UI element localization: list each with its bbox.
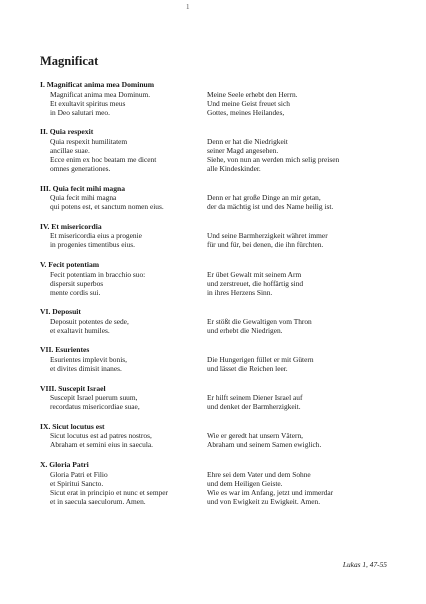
- latin-line: omnes generationes.: [50, 164, 111, 174]
- section: [40, 345, 390, 373]
- german-column: [207, 431, 390, 449]
- latin-line: Abraham et semini eius in saecula.: [50, 440, 154, 450]
- section: [40, 384, 390, 412]
- section-heading: I. Magnificat anima mea Dominum: [40, 80, 155, 89]
- german-line: Und seine Barmherzigkeit währet immer: [207, 231, 328, 241]
- german-line: und von Ewigkeit zu Ewigkeit. Amen.: [207, 496, 321, 506]
- latin-line: Et misericordia eius a progenie: [50, 231, 142, 241]
- latin-line: Gloria Patri et Filio: [50, 469, 108, 479]
- section-heading: X. Gloria Patri: [40, 459, 89, 469]
- german-line: Ehre sei dem Vater und dem Sohne: [207, 469, 311, 479]
- german-line: Denn er hat große Dinge an mir getan,: [207, 193, 321, 203]
- latin-line: Suscepit Israel puerum suum,: [50, 393, 138, 403]
- latin-line: Magnificat anima mea Dominum.: [50, 89, 151, 99]
- latin-line: ancillae suae.: [50, 145, 90, 155]
- german-line: und denket der Barmherzigkeit.: [207, 402, 301, 412]
- german-column: [207, 193, 390, 211]
- german-line: Und meine Geist freuet sich: [207, 98, 290, 108]
- section: [40, 80, 390, 117]
- latin-line: dispersit superbos: [50, 278, 104, 288]
- section-body: [40, 137, 390, 173]
- section-body: [40, 90, 390, 117]
- german-column: [207, 470, 390, 506]
- german-line: und erhebt die Niedrigen.: [207, 325, 283, 335]
- section-heading: VIII. Suscepit Israel: [40, 383, 106, 393]
- latin-line: et Spiritui Sancto.: [50, 478, 104, 488]
- german-line: und dem Heiligen Geiste.: [207, 478, 283, 488]
- page-title: Magnificat: [40, 54, 99, 68]
- section-heading: V. Fecit potentiam: [40, 259, 100, 269]
- latin-line: Fecit potentiam in bracchio suo:: [50, 269, 146, 279]
- latin-line: Sicut erat in principio et nunc et semper: [50, 487, 169, 497]
- section: [40, 222, 390, 250]
- latin-line: Deposuit potentes de sede,: [50, 316, 129, 326]
- section-heading: IX. Sicut locutus est: [40, 421, 105, 431]
- latin-line: in progenies timentibus eius.: [50, 240, 135, 250]
- german-line: Gottes, meines Heilandes,: [207, 107, 285, 117]
- german-column: [207, 231, 390, 249]
- section-body: [40, 193, 390, 211]
- german-line: Er hilft seinem Diener Israel auf: [207, 393, 303, 403]
- section-body: [40, 470, 390, 506]
- german-column: [207, 90, 390, 117]
- section-heading: II. Quia respexit: [40, 127, 94, 137]
- latin-line: et in saecula saeculorum. Amen.: [50, 496, 146, 506]
- german-line: in ihres Herzens Sinn.: [207, 287, 273, 297]
- german-line: und lässet die Reichen leer.: [207, 364, 288, 374]
- section: [40, 422, 390, 450]
- latin-column: [40, 90, 207, 117]
- latin-column: [40, 317, 207, 335]
- latin-line: Quia respexit humilitatem: [50, 136, 128, 146]
- latin-line: mente cordis sui.: [50, 287, 101, 297]
- latin-column: [40, 231, 207, 249]
- german-line: Siehe, von nun an werden mich selig preisen: [207, 155, 340, 165]
- latin-column: [40, 393, 207, 411]
- section: [40, 307, 390, 335]
- german-line: Wie er geredt hat unsern Vätern,: [207, 431, 304, 441]
- german-line: Denn er hat die Niedrigkeit: [207, 136, 288, 146]
- latin-line: recordatus misericordiae suae,: [50, 402, 140, 412]
- latin-line: Ecce enim ex hoc beatam me dicent: [50, 155, 157, 165]
- section: [40, 127, 390, 173]
- german-line: und zerstreuet, die hoffärtig sind: [207, 278, 304, 288]
- german-column: [207, 137, 390, 173]
- latin-column: [40, 270, 207, 297]
- german-line: seiner Magd angesehen.: [207, 145, 279, 155]
- citation: Lukas 1, 47-55: [342, 560, 387, 569]
- german-line: Die Hungerigen füllet er mit Gütern: [207, 355, 314, 364]
- section-heading: VII. Esurientes: [40, 345, 90, 355]
- german-column: [207, 270, 390, 297]
- page-mark: 1: [186, 3, 190, 11]
- section: [40, 260, 390, 297]
- german-column: [207, 317, 390, 335]
- german-column: [207, 355, 390, 373]
- section-body: [40, 431, 390, 449]
- latin-line: et divites dimisit inanes.: [50, 364, 122, 374]
- section-heading: VI. Deposuit: [40, 307, 81, 317]
- section-heading: IV. Et misericordia: [40, 221, 102, 231]
- section-body: [40, 317, 390, 335]
- german-line: alle Kindeskinder.: [207, 164, 261, 174]
- latin-line: Esurientes implevit bonis,: [50, 355, 127, 364]
- latin-line: qui potens est, et sanctum nomen eius.: [50, 202, 164, 212]
- german-line: Abraham und seinem Samen ewiglich.: [207, 440, 322, 450]
- latin-column: [40, 193, 207, 211]
- latin-line: Et exultavit spiritus meus: [50, 98, 126, 108]
- latin-line: Sicut locutus est ad patres nostros,: [50, 431, 152, 441]
- section-heading: III. Quia fecit mihi magna: [40, 183, 126, 193]
- german-line: der da mächtig ist und des Name heilig ist.: [207, 202, 334, 212]
- section-body: [40, 270, 390, 297]
- german-line: Er übet Gewalt mit seinem Arm: [207, 269, 302, 279]
- section: [40, 184, 390, 212]
- section-body: [40, 393, 390, 411]
- section: [40, 460, 390, 506]
- latin-line: et exaltavit humiles.: [50, 325, 110, 335]
- latin-line: in Deo salutari meo.: [50, 107, 110, 117]
- section-body: [40, 355, 390, 373]
- sections: [40, 80, 390, 516]
- section-body: [40, 231, 390, 249]
- latin-column: [40, 137, 207, 173]
- latin-column: [40, 355, 207, 373]
- german-column: [207, 393, 390, 411]
- german-line: Meine Seele erhebt den Herrn.: [207, 89, 298, 99]
- german-line: Wie es war im Anfang, jetzt und immerdar: [207, 487, 334, 497]
- german-line: Er stößt die Gewaltigen vom Thron: [207, 316, 312, 326]
- latin-column: [40, 431, 207, 449]
- latin-column: [40, 470, 207, 506]
- german-line: für und für, bei denen, die ihn fürchten.: [207, 240, 324, 250]
- latin-line: Quia fecit mihi magna: [50, 193, 117, 203]
